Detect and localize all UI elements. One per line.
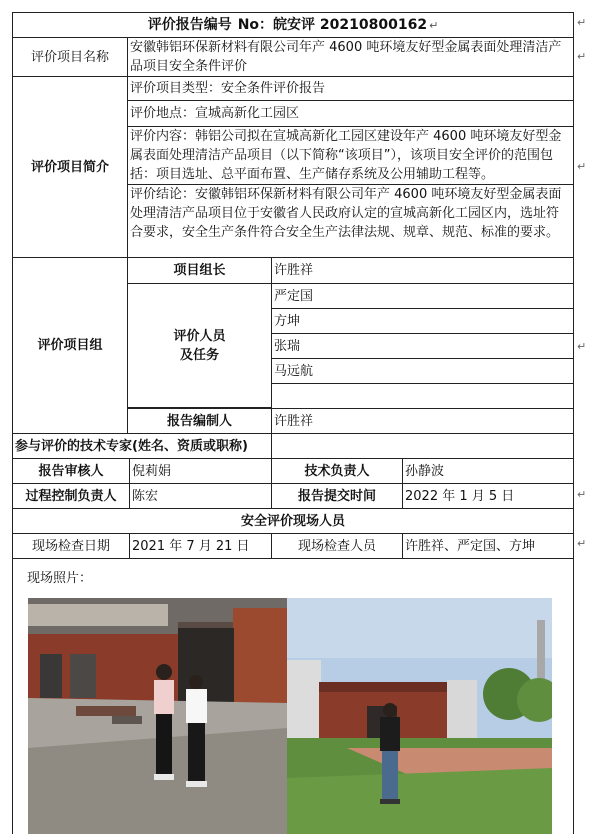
project-name-value: 安徽韩铝环保新材料有限公司年产 4600 吨环境友好型金属表面处理清洁产品项目安全条件评价 bbox=[127, 37, 574, 77]
intro-content: 评价内容：韩铝公司拟在宣城高新化工园区建设年产 4600 吨环境友好型金属表面处理清洁产品项目（以下简称“该项目”），该项目安全评价的范围包括：项目选址、总平面布置、生产储存系统及公用辅助工程等。 bbox=[127, 126, 574, 185]
site-date-label: 现场检查日期 bbox=[12, 533, 130, 559]
project-name-label: 评价项目名称 bbox=[12, 37, 128, 77]
intro-type: 评价项目类型：安全条件评价报告 bbox=[127, 76, 574, 101]
team-writer-label: 报告编制人 bbox=[127, 408, 272, 434]
team-member-1: 严定国 bbox=[271, 283, 574, 309]
team-member-5 bbox=[271, 383, 574, 409]
intro-location: 评价地点：宣城高新化工园区 bbox=[127, 100, 574, 127]
team-leader-value: 许胜祥 bbox=[271, 257, 574, 284]
experts-label: 参与评价的技术专家(姓名、资质或职称) bbox=[12, 433, 272, 459]
process-label: 过程控制负责人 bbox=[12, 483, 130, 509]
team-members-label: 评价人员 及任务 bbox=[127, 283, 272, 408]
report-number-label: 评价报告编号 bbox=[147, 16, 232, 33]
submit-label: 报告提交时间 bbox=[271, 483, 403, 509]
team-member-2: 方坤 bbox=[271, 308, 574, 334]
site-date-value: 2021 年 7 月 21 日 bbox=[129, 533, 272, 559]
tech-value: 孙静波 bbox=[402, 458, 574, 484]
report-document: 评价报告编号 No：皖安评 20210800162 ↵ 评价项目名称 安徽韩铝环保新材料有限公司年产 4600 吨环境友好型金属表面处理清洁产品项目安全条件评价 评价项目简介 评价项目类型：安全条件评价报告 评价地点：宣城高新化工园区 评价内容：韩铝公司拟在宣城高新化工园区建设年产 4600 吨环境友好型金属表面处理清洁产品项目（以下简称“该项目”），该项目安全评价的范围包括：项目选址、总平面布置、生产储存系统及公用辅助工程等。 评价结论：安徽韩铝环保新材料有限公司年产 4600 吨环境友好型金属表面处理清洁产品项目位于安徽省人民政府认定的宣城高新化工园区内，选址符合要求，安全生产条件符合安全生产法律法规、规章、规范、标准的要求。 评价项目组 项目组长 许胜祥 评价人员 及任务 严定国 方坤 张瑞 马远航 报告编制人 许胜祥 参与评价的技术专家(姓名、资质或职称) 报告审核人 倪莉娟 技术负责人 孙静波 过程控制负责人 陈宏 报告提交时间 2022 年 1 月 5 日 安全评价现场人员 现场检查日期 2021 年 7 月 21 日 现场检查人员 许胜祥、严定国、方坤 现场照片： ↵ ↵ ↵ ↵ ↵ ↵ bbox=[0, 0, 590, 834]
experts-value bbox=[271, 433, 574, 459]
intro-conclusion: 评价结论：安徽韩铝环保新材料有限公司年产 4600 吨环境友好型金属表面处理清洁产品项目位于安徽省人民政府认定的宣城高新化工园区内，选址符合要求，安全生产条件符合安全生产法律法规、规章、规范、标准的要求。 bbox=[127, 184, 574, 258]
team-member-4: 马远航 bbox=[271, 358, 574, 384]
tech-label: 技术负责人 bbox=[271, 458, 403, 484]
submit-value: 2022 年 1 月 5 日 bbox=[402, 483, 574, 509]
report-number-row: 评价报告编号 No：皖安评 20210800162 ↵ bbox=[12, 12, 574, 38]
site-photo-yard bbox=[287, 598, 552, 834]
team-writer-value: 许胜祥 bbox=[271, 408, 574, 434]
report-number-value: No：皖安评 20210800162 bbox=[237, 16, 428, 33]
auditor-label: 报告审核人 bbox=[12, 458, 130, 484]
team-leader-label: 项目组长 bbox=[127, 257, 272, 284]
team-member-3: 张瑞 bbox=[271, 333, 574, 359]
site-photos-label: 现场照片： bbox=[27, 571, 93, 586]
site-people-label: 现场检查人员 bbox=[271, 533, 403, 559]
intro-label: 评价项目简介 bbox=[12, 76, 128, 258]
site-heading: 安全评价现场人员 bbox=[12, 508, 574, 534]
auditor-value: 倪莉娟 bbox=[129, 458, 272, 484]
process-value: 陈宏 bbox=[129, 483, 272, 509]
site-people-value: 许胜祥、严定国、方坤 bbox=[402, 533, 574, 559]
site-photo-factory bbox=[28, 598, 287, 834]
team-label: 评价项目组 bbox=[12, 257, 128, 434]
